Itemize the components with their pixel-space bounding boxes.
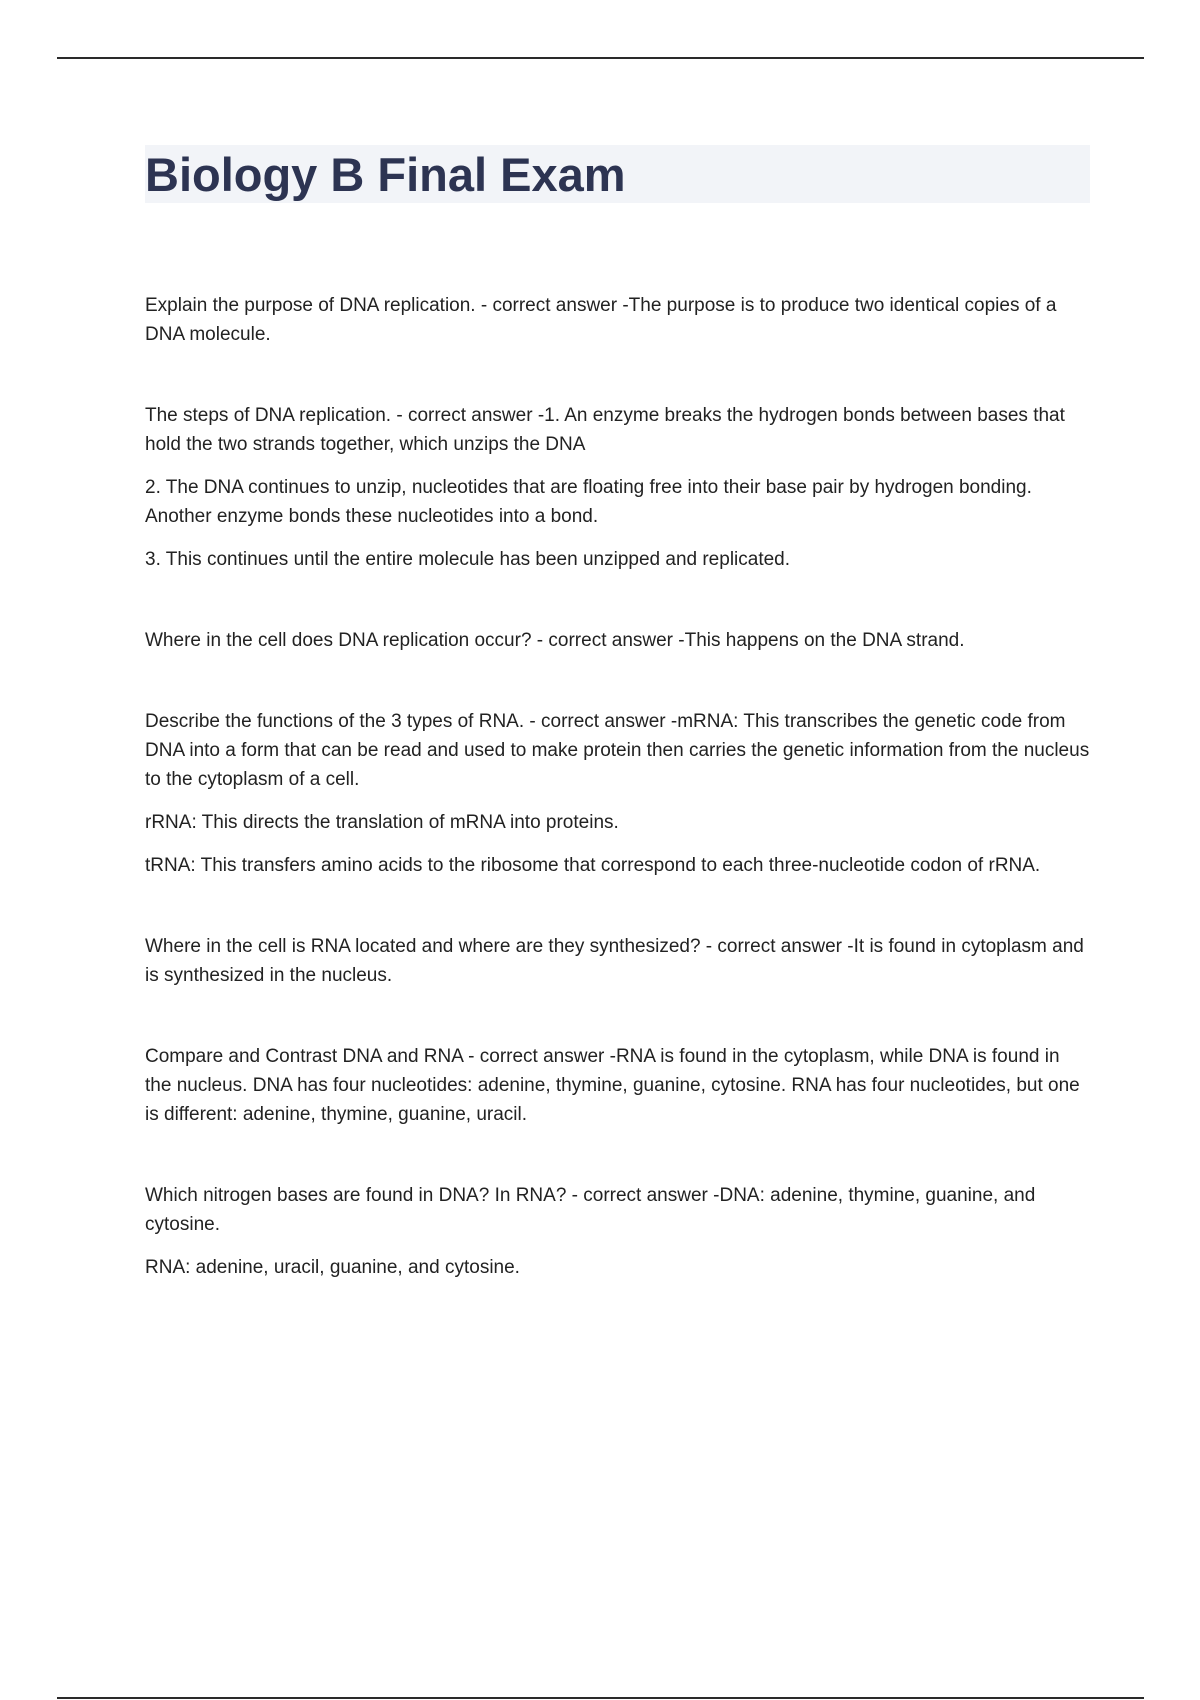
qa-item xyxy=(145,626,1090,655)
qa-paragraph: RNA: adenine, uracil, guanine, and cytosine. xyxy=(145,1257,520,1278)
qa-paragraph: Explain the purpose of DNA replication. - correct answer -The purpose is to produce two identical copies of a DNA molecule. xyxy=(145,295,1057,345)
qa-paragraph: rRNA: This directs the translation of mRNA into proteins. xyxy=(145,812,619,833)
qa-list xyxy=(145,291,1090,1282)
qa-paragraph: Where in the cell does DNA replication occur? - correct answer -This happens on the DNA strand. xyxy=(145,630,965,651)
qa-paragraph: The steps of DNA replication. - correct answer -1. An enzyme breaks the hydrogen bonds between bases that hold the two strands together, which unzips the DNA xyxy=(145,405,1065,455)
page-title: Biology B Final Exam xyxy=(145,147,626,201)
title-band xyxy=(145,145,1090,203)
qa-item xyxy=(145,1042,1090,1129)
qa-paragraph: tRNA: This transfers amino acids to the ribosome that correspond to each three-nucleotide codon of rRNA. xyxy=(145,855,1041,876)
qa-item xyxy=(145,932,1090,990)
qa-paragraph: Compare and Contrast DNA and RNA - correct answer -RNA is found in the cytoplasm, while DNA is found in the nucleus. DNA has four nucleotides: adenine, thymine, guanine, cytosine. RNA has four nucleotides, but one is different: adenine, thymine, guanine, uracil. xyxy=(145,1046,1080,1125)
qa-paragraph: Describe the functions of the 3 types of RNA. - correct answer -mRNA: This transcribes the genetic code from DNA into a form that can be read and used to make protein then carries the genetic information from the nucleus to the cytoplasm of a cell. xyxy=(145,711,1090,790)
qa-item xyxy=(145,707,1090,880)
qa-paragraph: 3. This continues until the entire molecule has been unzipped and replicated. xyxy=(145,549,791,570)
qa-item xyxy=(145,401,1090,574)
qa-paragraph: Where in the cell is RNA located and where are they synthesized? - correct answer -It is found in cytoplasm and is synthesized in the nucleus. xyxy=(145,936,1084,986)
qa-paragraph: 2. The DNA continues to unzip, nucleotides that are floating free into their base pair by hydrogen bonding. Another enzyme bonds these nucleotides into a bond. xyxy=(145,477,1032,527)
header-rule xyxy=(57,57,1144,59)
qa-item xyxy=(145,291,1090,349)
qa-paragraph: Which nitrogen bases are found in DNA? In RNA? - correct answer -DNA: adenine, thymine, guanine, and cytosine. xyxy=(145,1185,1036,1235)
qa-item xyxy=(145,1181,1090,1282)
footer-rule xyxy=(57,1697,1144,1699)
document-content xyxy=(145,145,1090,1334)
